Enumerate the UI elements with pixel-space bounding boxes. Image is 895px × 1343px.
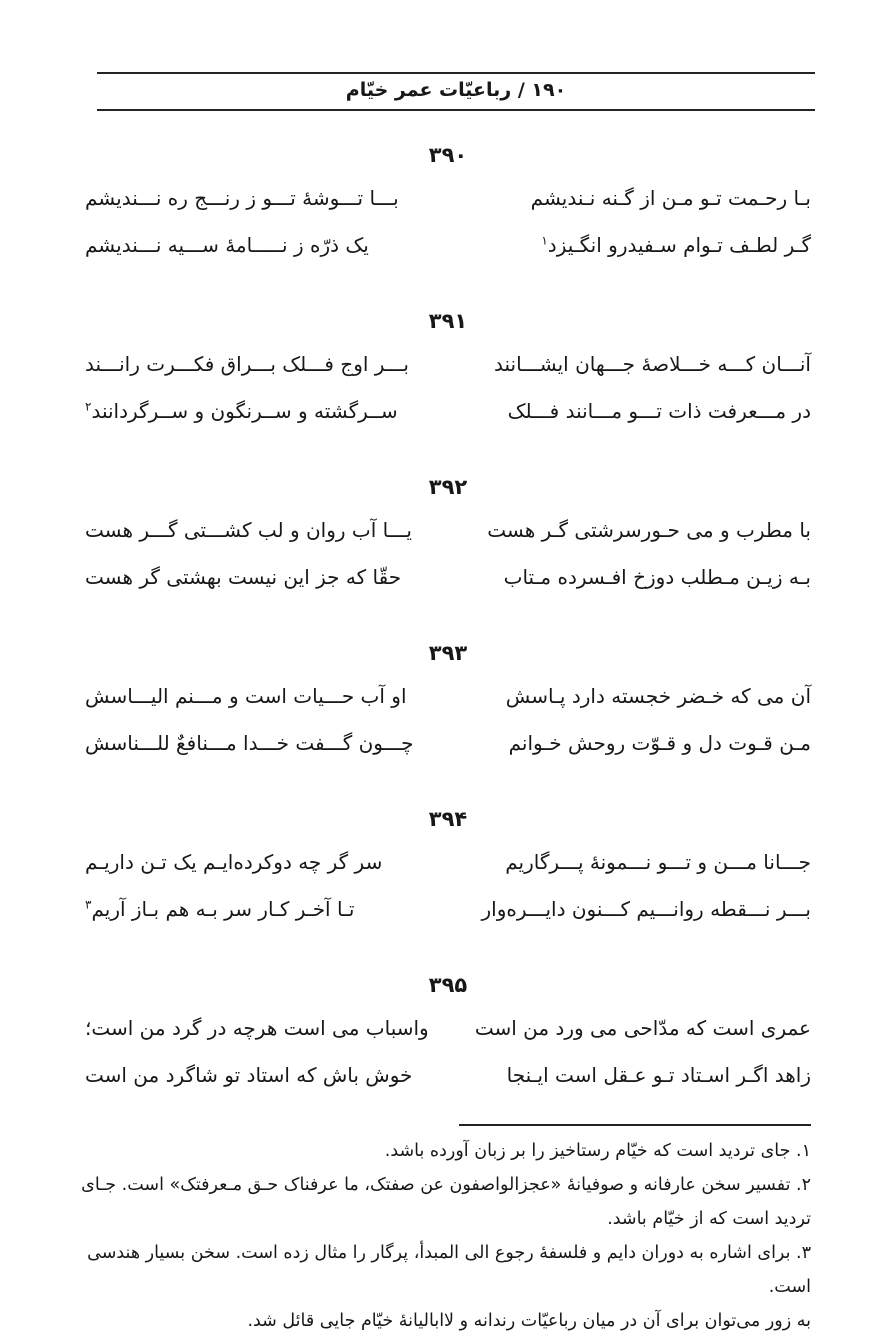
hemistich-right: [504, 562, 811, 592]
hemistich-right: [541, 230, 811, 260]
poems-section: [85, 140, 811, 1136]
hemistich-text: بـــر اوج فـــلک بـــراق فکـــرت رانـــند: [85, 352, 409, 376]
footnotes-section: [56, 1124, 811, 1338]
quatrain-number: ۳۹۲: [428, 475, 468, 499]
hemistich-text: چـــون گـــفت خـــدا مـــنافعٌ للـــناسش: [85, 731, 414, 755]
hemistich-left: [85, 562, 401, 592]
hemistich-text: یـــا آب روان و لب کشـــتی گـــر هست: [85, 518, 412, 542]
quatrain-394: [85, 804, 811, 924]
hemistich-right: [506, 681, 811, 711]
footnote-separator: [459, 1124, 811, 1126]
footnote-marker: ۱: [541, 233, 548, 248]
verse-line: [85, 349, 811, 379]
footnote-line: ۳. برای اشاره به دوران دایم و فلسفهٔ رجوع الی المبدأ، پرگار را مثال زده است. سخن بسیار هندسی است.: [87, 1243, 811, 1297]
hemistich-text: آن می که خـضر خجسته دارد پـاسش: [505, 684, 811, 708]
quatrain-number: ۳۹۴: [428, 807, 468, 831]
hemistich-left: [85, 894, 355, 924]
hemistich-left: [85, 396, 398, 426]
footnote-marker: ۲: [85, 399, 92, 414]
hemistich-text: بـــا تـــوشهٔ تـــو ز رنـــج ره نـــندیشم: [85, 186, 399, 210]
hemistich-right: [475, 1013, 811, 1043]
hemistich-right: [505, 847, 811, 877]
hemistich-right: [481, 894, 811, 924]
hemistich-left: [85, 681, 407, 711]
quatrain-number: ۳۹۳: [428, 641, 468, 665]
verse-line: [85, 1013, 811, 1043]
hemistich-text: خوش باش که استاد تو شاگرد من است: [85, 1063, 413, 1087]
hemistich-left: [85, 183, 399, 213]
verse-line: [85, 728, 811, 758]
quatrain-number: ۳۹۵: [428, 973, 468, 997]
page-number-and-book-title: ۱۹۰ / رباعیّات عمر خیّام: [345, 79, 567, 101]
hemistich-text: گـر لطـف تـوام سـفیدرو انگـیزد: [547, 233, 811, 257]
hemistich-text: بـــر نـــقطه روانـــیم کـــنون دایـــره‌وار: [481, 897, 811, 921]
quatrain-number: ۳۹۱: [428, 309, 468, 333]
verse-line: [85, 894, 811, 924]
hemistich-right: [494, 349, 811, 379]
verse-line: [85, 183, 811, 213]
hemistich-text: عمری است که مدّاحی می ورد من است: [474, 1016, 811, 1040]
hemistich-right: [487, 515, 811, 545]
hemistich-left: [85, 515, 412, 545]
hemistich-text: سر گر چه دوکرده‌ایـم یک تـن داریـم: [85, 850, 383, 874]
hemistich-left: [85, 1060, 412, 1090]
quatrain-393: [85, 638, 811, 758]
verse-line: [85, 515, 811, 545]
hemistich-text: او آب حـــیات است و مـــنم الیـــاسش: [85, 684, 407, 708]
hemistich-text: واسباب می است هرچه در گرد من است؛: [85, 1016, 429, 1040]
hemistich-text: بـا رحـمت تـو مـن از گـنه نـندیشم: [530, 186, 811, 210]
hemistich-right: [531, 183, 811, 213]
verse-line: [85, 230, 811, 260]
hemistich-left: [85, 230, 369, 260]
quatrain-395: [85, 970, 811, 1090]
hemistich-left: [85, 1013, 429, 1043]
hemistich-right: [507, 1060, 811, 1090]
footnote-2: [56, 1168, 811, 1236]
quatrain-391: [85, 306, 811, 426]
hemistich-right: [508, 396, 811, 426]
hemistich-left: [85, 349, 409, 379]
footnote-marker: ۳: [85, 897, 92, 912]
hemistich-text: با مطرب و می حـورسرشتی گـر هست: [487, 518, 811, 542]
verse-line: [85, 562, 811, 592]
footnote-line: تردید است که از خیّام باشد.: [607, 1209, 811, 1229]
hemistich-left: [85, 847, 382, 877]
hemistich-text: مـن قـوت دل و قـوّت روحش خـوانم: [508, 731, 811, 755]
hemistich-text: ســرگشته و ســرنگون و ســرگردانند: [91, 399, 398, 423]
footnote-1: [56, 1134, 811, 1168]
quatrain-392: [85, 472, 811, 592]
verse-line: [85, 847, 811, 877]
hemistich-text: تـا آخـر کـار سر بـه هم بـاز آریم: [91, 897, 355, 921]
hemistich-text: جـــانا مـــن و تـــو نـــمونهٔ پـــرگاریم: [505, 850, 811, 874]
quatrain-390: [85, 140, 811, 260]
verse-line: [85, 1060, 811, 1090]
footnote-line: به زور می‌توان برای آن در میان رباعیّات رندانه و لاابالیانهٔ خیّام جایی قائل شد.: [247, 1311, 811, 1331]
verse-line: [85, 681, 811, 711]
hemistich-text: حقّا که جز این نیست بهشتی گر هست: [85, 565, 402, 589]
hemistich-text: بـه زیـن مـطلب دوزخ افـسرده مـتاب: [503, 565, 811, 589]
footnote-line: ۱. جای تردید است که خیّام رستاخیز را بر زبان آورده باشد.: [384, 1141, 811, 1161]
quatrain-number: ۳۹۰: [428, 143, 468, 167]
hemistich-left: [85, 728, 414, 758]
hemistich-right: [509, 728, 811, 758]
hemistich-text: در مـــعرفت ذات تـــو مـــانند فـــلک: [507, 399, 811, 423]
verse-line: [85, 396, 811, 426]
running-head: [97, 72, 815, 111]
hemistich-text: آنـــان کـــه خـــلاصهٔ جـــهان ایشـــانند: [494, 352, 811, 376]
hemistich-text: یک ذرّه ز نـــــامهٔ ســـیه نـــندیشم: [85, 233, 369, 257]
footnote-3: [56, 1236, 811, 1338]
hemistich-text: زاهد اگـر اسـتاد تـو عـقل است ایـنجا: [506, 1063, 811, 1087]
footnote-line: ۲. تفسیر سخن عارفانه و صوفیانهٔ «عجزالواصفون عن صفتک، ما عرفناک حـق مـعرفتک» است. جـای: [81, 1175, 811, 1195]
